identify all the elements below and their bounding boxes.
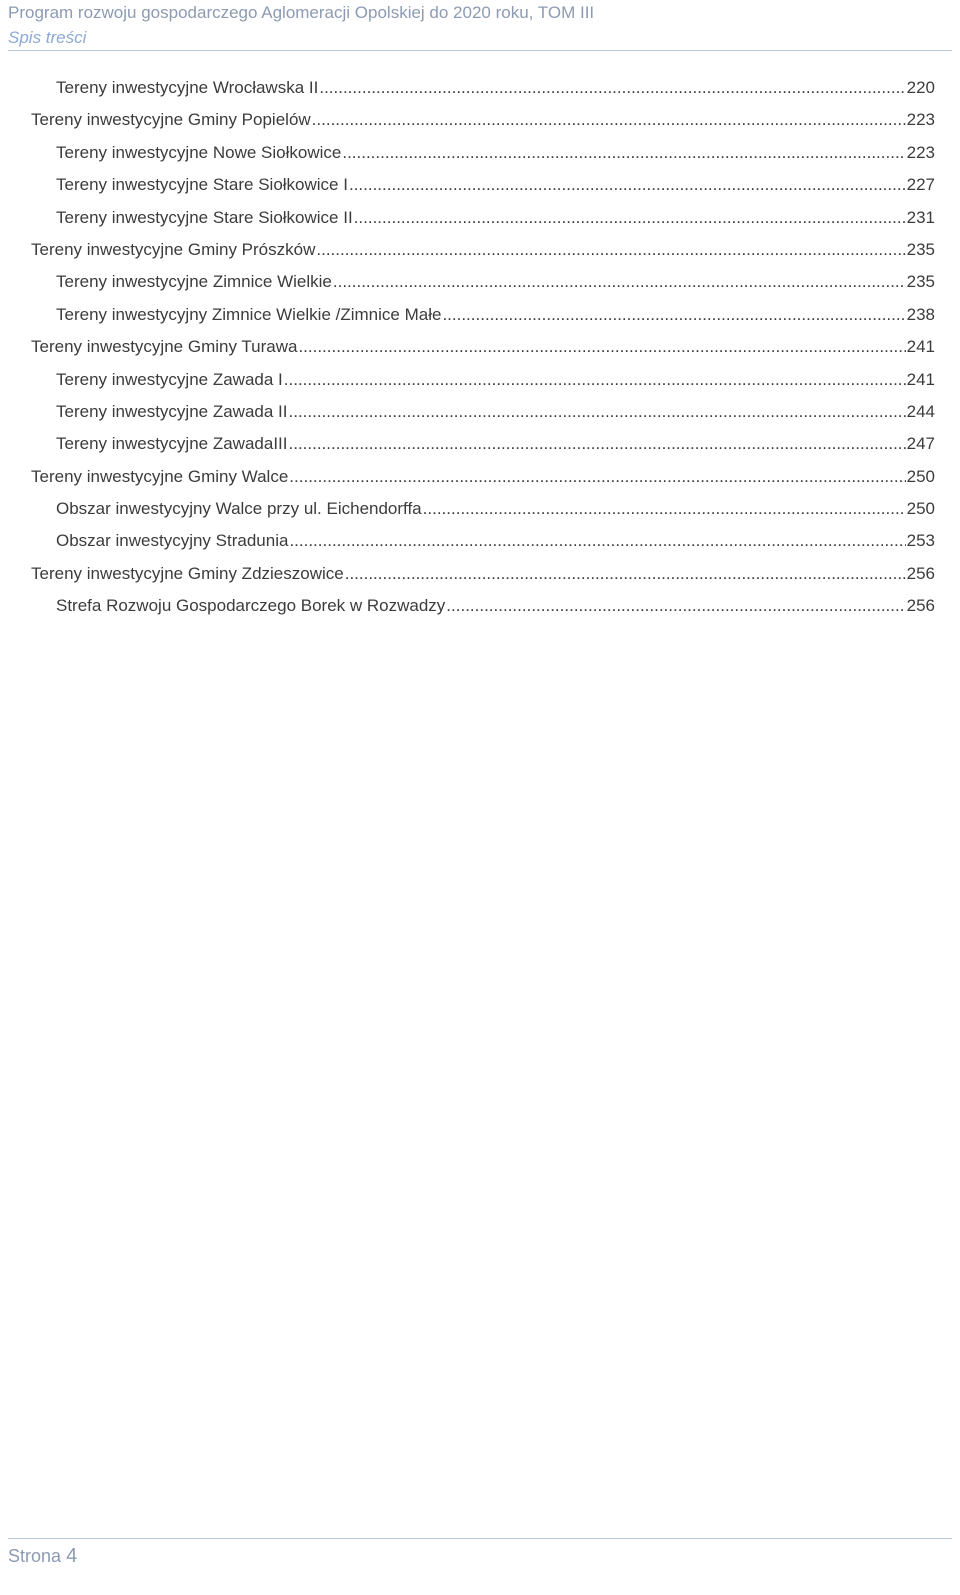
footer-label: Strona xyxy=(8,1546,62,1566)
toc-entry-label: Tereny inwestycyjne Zawada I xyxy=(56,369,283,389)
toc-entry-label: Tereny inwestycyjne Gminy Prószków xyxy=(31,239,316,259)
toc-entry[interactable] xyxy=(31,564,935,596)
toc-entry-page: 253 xyxy=(906,531,935,551)
table-of-contents xyxy=(31,78,935,629)
toc-entry-page: 250 xyxy=(906,466,935,486)
toc-entry-page: 238 xyxy=(906,304,935,324)
document-title: Program rozwoju gospodarczego Aglomeracji Opolskiej do 2020 roku, TOM III xyxy=(8,3,595,22)
toc-entry[interactable] xyxy=(31,596,935,628)
toc-entry[interactable] xyxy=(31,499,935,531)
toc-dot-leader xyxy=(345,564,906,584)
toc-entry-label: Tereny inwestycyjne ZawadaIII xyxy=(56,434,288,454)
toc-entry-label: Tereny inwestycyjne Zimnice Wielkie xyxy=(56,272,332,292)
toc-entry-page: 241 xyxy=(906,337,935,357)
footer-page-number: 4 xyxy=(66,1545,78,1567)
toc-entry-label: Tereny inwestycyjny Zimnice Wielkie /Zimnice Małe xyxy=(56,304,442,324)
toc-entry-page: 227 xyxy=(906,175,935,195)
page-header xyxy=(8,0,952,49)
toc-dot-leader xyxy=(284,370,906,390)
toc-dot-leader xyxy=(446,596,905,616)
toc-dot-leader xyxy=(289,434,906,454)
toc-dot-leader xyxy=(316,240,905,260)
toc-entry-label: Tereny inwestycyjne Stare Siołkowice I xyxy=(56,175,348,195)
toc-entry[interactable] xyxy=(31,434,935,466)
toc-entry-page: 235 xyxy=(906,239,935,259)
toc-entry-label: Tereny inwestycyjne Zawada II xyxy=(56,401,288,421)
toc-entry[interactable] xyxy=(31,467,935,499)
toc-dot-leader xyxy=(319,78,905,98)
toc-dot-leader xyxy=(298,337,905,357)
toc-entry-page: 220 xyxy=(906,78,935,97)
toc-entry-label: Tereny inwestycyjne Stare Siołkowice II xyxy=(56,207,353,227)
toc-entry-label: Strefa Rozwoju Gospodarczego Borek w Rozwadzy xyxy=(56,596,446,616)
toc-dot-leader xyxy=(289,467,905,487)
toc-entry-label: Tereny inwestycyjne Gminy Turawa xyxy=(31,337,298,357)
toc-entry-page: 247 xyxy=(906,434,935,454)
toc-entry[interactable] xyxy=(31,370,935,402)
toc-entry-label: Tereny inwestycyjne Nowe Siołkowice xyxy=(56,142,342,162)
toc-entry[interactable] xyxy=(31,110,935,142)
toc-dot-leader xyxy=(354,208,906,228)
toc-entry[interactable] xyxy=(31,337,935,369)
section-title: Spis treści xyxy=(8,28,87,47)
toc-entry-page: 235 xyxy=(906,272,935,292)
toc-entry[interactable] xyxy=(31,272,935,304)
toc-entry-label: Tereny inwestycyjne Gminy Zdzieszowice xyxy=(31,563,344,583)
toc-entry-page: 223 xyxy=(906,142,935,162)
toc-entry-label: Tereny inwestycyjne Gminy Walce xyxy=(31,466,289,486)
toc-entry[interactable] xyxy=(31,402,935,434)
toc-entry-page: 241 xyxy=(906,369,935,389)
toc-dot-leader xyxy=(312,110,906,130)
footer-divider xyxy=(8,1538,952,1539)
toc-entry-page: 231 xyxy=(906,207,935,227)
toc-entry[interactable] xyxy=(31,240,935,272)
toc-entry-page: 256 xyxy=(906,596,935,616)
toc-entry[interactable] xyxy=(31,305,935,337)
toc-dot-leader xyxy=(423,499,906,519)
toc-entry[interactable] xyxy=(31,208,935,240)
toc-entry-label: Obszar inwestycyjny Walce przy ul. Eichendorffa xyxy=(56,499,422,519)
page-footer xyxy=(8,1545,77,1568)
toc-entry[interactable] xyxy=(31,175,935,207)
toc-entry-label: Tereny inwestycyjne Gminy Popielów xyxy=(31,110,311,130)
toc-dot-leader xyxy=(289,402,906,422)
toc-entry[interactable] xyxy=(31,531,935,563)
toc-entry-label: Tereny inwestycyjne Wrocławska II xyxy=(56,78,319,97)
toc-dot-leader xyxy=(289,531,905,551)
toc-dot-leader xyxy=(342,143,905,163)
toc-dot-leader xyxy=(333,272,906,292)
toc-entry-page: 223 xyxy=(906,110,935,130)
toc-dot-leader xyxy=(442,305,905,325)
toc-entry-page: 244 xyxy=(906,401,935,421)
toc-entry[interactable] xyxy=(31,78,935,110)
toc-entry-label: Obszar inwestycyjny Stradunia xyxy=(56,531,289,551)
toc-entry-page: 256 xyxy=(906,563,935,583)
header-divider xyxy=(8,50,952,51)
toc-entry-page: 250 xyxy=(906,499,935,519)
toc-entry[interactable] xyxy=(31,143,935,175)
toc-dot-leader xyxy=(349,175,906,195)
